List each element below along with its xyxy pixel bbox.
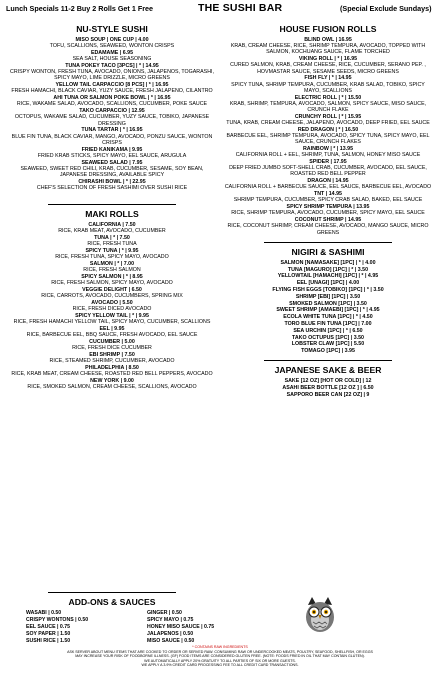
- restaurant-title: THE SUSHI BAR: [198, 2, 283, 14]
- menu-item-title: EEL [UNAGI] [1PC] | 4.00: [296, 280, 360, 287]
- menu-item-title: FLYING FISH EGGS [TOBIKO] [1PC] | * | 3.50: [272, 287, 384, 294]
- section-heading-nigiri: NIGIRI & SASHIMI: [264, 242, 392, 257]
- raw-ingredients-note: * CONTAINS RAW INGREDIENTS: [192, 645, 248, 649]
- menu-item: [224, 146, 432, 158]
- menu-item: [8, 365, 216, 377]
- menu-item-title: ECOLA WHITE TUNA [1PC] | * | 4.50: [283, 314, 373, 321]
- house-list: [224, 37, 432, 236]
- menu-item-title: TAKO OCTUPUS [1PC] | 3.50: [291, 334, 365, 341]
- menu-item: [8, 63, 216, 82]
- menu-item-description: RICE, STEAMED SHRIMP, CUCUMBER, AVOCADO: [49, 358, 175, 365]
- menu-item-title: EBI SHRIMP | 7.50: [89, 352, 135, 359]
- menu-item-description: RICE, SMOKED SALMON, CREAM CHEESE, SCALLIONS, AVOCADO: [27, 384, 197, 391]
- menu-item: [224, 321, 432, 327]
- menu-item-description: RICE, CARROTS, AVOCADO, CUCUMBERS, SPRING MIX: [41, 293, 183, 300]
- addon-item: SOY PAPER | 1.50: [26, 631, 71, 637]
- menu-item: [224, 217, 432, 236]
- menu-item-title: RED DRAGON | * | 16.50: [297, 126, 359, 133]
- menu-item-title: CUCUMBER | 5.00: [89, 339, 135, 346]
- menu-item-description: RICE, SHRIMP TEMPURA, AVOCADO, CUCUMBER, SPICY MAYO, EEL SAUCE: [231, 210, 425, 217]
- menu-item-title: ASAHI BEER BOTTLE [12 OZ ] | 6.50: [282, 385, 374, 392]
- addon-item: HONEY MISO SAUCE | 0.75: [147, 624, 215, 630]
- menu-item-description: RICE, BARBECUE EEL, BBQ SAUCE, FRESH AVOCADO, EEL SAUCE: [26, 332, 198, 339]
- footer-line-2: MAY INCREASE YOUR RISK OF FOODBORNE ILLNESS. (GF) FOOD ITEMS ARE CONSIDERED GLUTEN FREE. (NOTE: FOODS FRIED IN OIL THAT MAY CONTAIN GLUTEN).: [75, 654, 365, 659]
- addon-item: WASABI | 0.50: [26, 610, 62, 616]
- menu-item-title: TUNA POKEY TACO [3PCS] | * | 14.95: [65, 63, 159, 69]
- menu-item-description: CURED SALMON, KRAB, CREAM CHEESE, RICE, CUCUMBER, SERANO PEP. , HOVMASTAR SAUCE, SESAME SEEDS, MICRO GREENS: [230, 62, 426, 75]
- menu-item: [8, 326, 216, 338]
- menu-item-title: SWEET SHRIMP [AMAEBI] [1PC] | * | 4.95: [276, 307, 380, 314]
- menu-item-description: RICE, WAKAME SALAD, AVOCADO, SCALLIONS, CUCUMBER, POKE SAUCE: [16, 101, 208, 108]
- menu-item-description: OCTOPUS, WAKAME SALAD, CUCUMBER, YUZY SAUCE, TOBIKO, JAPANESE DRESSING: [14, 114, 210, 127]
- menu-item-title: TUNA | * | 7.50: [94, 235, 130, 242]
- menu-item: [8, 160, 216, 179]
- menu-item: [8, 261, 216, 273]
- menu-item-title: RAINBOW | * | 13.95: [302, 146, 354, 153]
- menu-item-title: SPICY SALMON | * | 8.95: [81, 274, 143, 281]
- addon-item: SUSHI RICE | 1.50: [26, 638, 71, 644]
- menu-item-title: EEL | 9.95: [99, 326, 125, 333]
- menu-item: [224, 191, 432, 203]
- menu-item: [224, 294, 432, 300]
- menu-item-description: RICE, FRESH SALMON, SPICY MAYO, AVOCADO: [51, 280, 173, 287]
- menu-item-description: DEEP FRIED JUMBO SOFT-SHELL CRAB, CUCUMBER, AVOCADO, EEL SAUCE, ROASTED RED BELL PEPPER: [229, 165, 427, 178]
- addon-item: MISO SAUCE | 0.50: [147, 638, 195, 644]
- menu-item-description: SHRIMP TEMPURA, CUCUMBER, SPICY CRAB SALAD, BAKED, EEL SAUCE: [233, 197, 423, 204]
- menu-item: [224, 335, 432, 341]
- menu-item: [224, 385, 432, 391]
- menu-item-description: BARBECUE EEL, SHRIMP TEMPURA, AVOCADO, SPICY TUNA, SPICY MAYO, EEL SAUCE, CRUNCH FLAKES: [226, 133, 430, 146]
- section-heading-house: HOUSE FUSION ROLLS: [279, 24, 377, 34]
- menu-item: [224, 307, 432, 313]
- menu-item-title: TUNA [MAGURO] [1PC] | * | 3.50: [287, 266, 369, 273]
- menu-item-title: TUNA TARTAR | * | 16.95: [81, 127, 143, 134]
- menu-item-title: FISH FLY | * | 14.95: [304, 75, 352, 82]
- menu-item: [224, 287, 432, 293]
- sake-list: [224, 378, 432, 398]
- menu-item-description: RICE, KRAB MEAT, CREAM CHEESE, ROASTED RED BELL PEPPERS, AVOCADO: [11, 371, 213, 378]
- menu-item-description: TOFU, SCALLIONS, SEAWEED, WONTON CRISPS: [49, 43, 175, 50]
- menu-item: [8, 37, 216, 49]
- menu-item-title: SPICY YELLOW TAIL | * | 9.95: [75, 313, 149, 320]
- menu-item: [8, 179, 216, 191]
- menu-item-title: DRAGON | 14.95: [307, 178, 349, 185]
- menu-item-description: SPICY TUNA, SHRIMP TEMPURA, CUCUMBER, KRAB SALAD, TOBIKO, SPICY MAYO, SCALLIONS: [231, 81, 425, 94]
- menu-item-description: RICE, FRESH SALMON: [83, 267, 141, 274]
- menu-item: [224, 178, 432, 190]
- menu-item-title: SEAWEED SALAD | 7.95: [81, 159, 143, 166]
- addon-item: EEL SAUCE | 0.75: [26, 624, 71, 630]
- footer-line-4: WE APPLY A 3.9% CREDIT CARD PROCESSING FEE TO ALL CREDIT CARD TRANSACTIONS.: [141, 663, 299, 668]
- menu-item-description: CRISPY WONTON, FRESH TUNA, AVOCADO, ONIONS, JALAPENOS, TOGARASHI, SPICY MAYO, LIME DRIZZLE, MICRO GREENS: [10, 69, 214, 82]
- menu-item-description: CALIFORNIA ROLL + EEL, SHRIMP, TUNA, SALMON, HONEY MISO SAUCE: [235, 152, 421, 159]
- menu-item: [8, 235, 216, 247]
- menu-item-description: FRIED KRAB STICKS, SPICY MAYO, EEL SAUCE, ARUGULA: [37, 152, 187, 159]
- menu-item-title: SALMON | * | 7.00: [89, 261, 135, 268]
- menu-item: [8, 82, 216, 94]
- menu-item-title: TAKO CARPACCIO | 12.95: [79, 108, 145, 115]
- footer-line-1: ASK SERVER ABOUT MENU ITEMS THAT ARE COOKED TO ORDER OR SERVED RAW. CONSUMING RAW OR UNDERCOOKED MEATS, POULTRY, SEAFOOD, SHELLFISH, OR EGGS: [67, 649, 373, 654]
- menu-item: [224, 314, 432, 320]
- menu-item: [224, 280, 432, 286]
- menu-item: [8, 378, 216, 390]
- menu-item-description: SEAWEED, SWEET RED CHILI, KRAB, CUCUMBER, SESAME, SOY BEAN, JAPANESE DRESSING, AVAILABLE SPICY: [20, 165, 204, 179]
- menu-item-description: TUNA, KRAB, CREAM CHEESE, JALAPENO, AVOCADO, DEEP FRIED, EEL SAUCE: [226, 120, 430, 127]
- menu-item-title: SAKE [12 OZ] [HOT OR COLD] | 12: [284, 378, 372, 385]
- menu-item-title: SPICY TUNA | * | 9.95: [85, 248, 139, 255]
- menu-item-title: SPIDER | 17.95: [309, 159, 347, 166]
- menu-item-title: TORO BLUE FIN TUNA [1PC] | 7.00: [284, 321, 372, 327]
- menu-item-title: BLIND OWL | 16.95: [304, 37, 352, 43]
- menu-item-title: SPICY SHRIMP TEMPURA | 13.95: [286, 204, 370, 211]
- menu-item: [8, 313, 216, 325]
- special-exclusion-note: (Special Exclude Sundays): [340, 4, 432, 13]
- menu-item-description: CALIFORNIA ROLL + BARBECUE SAUCE, EEL SAUCE, BARBECUE EEL, AVOCADO: [224, 184, 432, 191]
- menu-item: [8, 339, 216, 351]
- owl-logo-icon: [300, 595, 340, 635]
- menu-item-title: TOMAGO [1PC] | 3.95: [301, 348, 355, 355]
- menu-item: [224, 301, 432, 307]
- menu-item-description: RICE, KRAB MEAT, AVOCADO, CUCUMBER: [58, 228, 166, 235]
- menu-item: [224, 56, 432, 75]
- menu-item-description: FRESH HAMACHI, BLACK CAVIAR, YUZY SAUCE, FRESH JALAPENO, CILANTRO: [11, 88, 213, 95]
- menu-item: [8, 248, 216, 260]
- menu-item-title: AVOCADO | 5.50: [91, 300, 133, 307]
- menu-footer: [14, 645, 426, 668]
- menu-item: [224, 37, 432, 56]
- menu-item-title: VEGGIE DELIGHT | 6.50: [82, 287, 142, 294]
- menu-item: [8, 287, 216, 299]
- menu-item: [224, 341, 432, 347]
- footer-line-3: WE AUTOMATICALLY APPLY 20% GRATUITY TO ALL PARTIES OF SIX OR MORE GUESTS.: [144, 658, 296, 663]
- menu-item-description: BLUE FIN TUNA, BLACK CAVIAR, MANGO, AVOCADO, PONZU SAUCE, WONTON CRISPS: [11, 133, 213, 146]
- right-column: [224, 20, 432, 398]
- menu-item: [8, 95, 216, 107]
- menu-item: [224, 75, 432, 94]
- menu-item-description: RICE, FRESH TUNA: [87, 241, 137, 248]
- menu-item-description: RICE, FRESH DICED AVOCADO: [72, 306, 152, 313]
- maki-list: [8, 222, 216, 390]
- addon-item: SPICY MAYO | 0.75: [147, 617, 194, 623]
- menu-item-title: CHIRASHI BOWL | * | 22.95: [78, 178, 146, 185]
- menu-item: [224, 159, 432, 178]
- menu-item: [8, 127, 216, 146]
- menu-item-title: NEW YORK | 9.00: [90, 378, 134, 385]
- menu-item-description: CHEF'S SELECTION OF FRESH SASHIMI OVER SUSHI RICE: [36, 185, 188, 192]
- menu-item-title: FRIED KANIKAMA | 9.95: [81, 146, 143, 153]
- addons-section: [8, 588, 216, 645]
- menu-item: [8, 108, 216, 127]
- menu-item: [224, 114, 432, 126]
- section-heading-addons: ADD-ONS & SAUCES: [48, 592, 176, 607]
- addon-item: CRISPY WONTONS | 0.50: [26, 617, 89, 623]
- menu-item-description: RICE, FRESH TUNA, SPICY MAYO, AVOCADO: [55, 254, 169, 261]
- menu-item-title: SMOKED SALMON [1PC] | 3.50: [289, 300, 367, 307]
- menu-item: [224, 328, 432, 334]
- menu-item-title: EDAMAME | 6.95: [90, 50, 134, 56]
- menu-item: [224, 392, 432, 398]
- menu-item-title: PHILADELPHIA | 8.50: [85, 365, 139, 372]
- menu-item: [224, 95, 432, 114]
- nigiri-list: [224, 260, 432, 355]
- menu-item-title: CALIFORNIA | 7.50: [88, 222, 136, 229]
- menu-item: [224, 348, 432, 354]
- menu-item: [224, 378, 432, 384]
- menu-item-title: SAPPORO BEER CAN [22 OZ] | 9: [286, 391, 370, 398]
- menu-item: [8, 352, 216, 364]
- menu-item-title: SALMON [NAMASAKE] [1PC] | * | 4.00: [280, 259, 376, 266]
- menu-item: [8, 300, 216, 312]
- menu-item: [224, 127, 432, 146]
- menu-item-description: RICE, FRESH HAMACHI YELLOW TAIL, SPICY MAYO, CUCUMBER, SCALLIONS: [13, 319, 211, 326]
- addon-item: JALAPENOS | 0.50: [147, 631, 194, 637]
- menu-item-title: COCONUT SHRIMP | 14.95: [294, 217, 362, 224]
- menu-item-description: RICE, FRESH DICE CUCUMBER: [72, 345, 152, 352]
- menu-item-title: ELECTRIC ROLL | * | 15.50: [294, 94, 362, 101]
- menu-item-title: MISO SOUP | ONE CUP | 4.00: [75, 37, 149, 43]
- menu-item-title: SEA URCHIN [1PC] | * | 6.50: [293, 327, 363, 334]
- menu-item-description: SEA SALT, HOUSE SEASONING: [72, 56, 152, 63]
- menu-item-title: SHRIMP [EBI] [1PC] | 3.50: [295, 293, 361, 300]
- menu-header: [0, 2, 439, 16]
- lunch-special-note: Lunch Specials 11-2 Buy 2 Rolls Get 1 Free: [6, 4, 153, 13]
- menu-item-title: YELLOWTAIL [HAMACHI] [1PC] | * | 4.95: [277, 273, 379, 280]
- menu-item: [224, 267, 432, 273]
- menu-item: [224, 273, 432, 279]
- menu-item-description: KRAB, SHRIMP, TEMPURA, AVOCADO, SALMON, SPICY SAUCE, MISO SAUCE, CRUNCH FLAKE: [229, 100, 427, 114]
- menu-item-description: RICE, COCONUT SHRIMP, CREAM CHEESE, AVOCADO, MANGO SAUCE, MICRO GREENS: [227, 223, 429, 236]
- menu-item-description: KRAB, CREAM CHEESE, RICE, SHRIMP TEMPURA, AVOCADO, TOPPED WITH SALMON, KOCHUANG SAUCE, FLAME TORCHED: [230, 43, 426, 56]
- section-heading-nu-style: NU-STYLE SUSHI: [76, 24, 148, 34]
- menu-item-title: TNT | 14.95: [314, 191, 342, 198]
- menu-item-title: CRUNCHY ROLL | * | 15.95: [294, 113, 362, 120]
- menu-item-title: YELLOW TAIL CARPACCIO [8 PCS] | * | 16.95: [55, 82, 169, 89]
- menu-item: [8, 147, 216, 159]
- section-heading-sake: JAPANESE SAKE & BEER: [264, 360, 392, 375]
- section-heading-maki: MAKI ROLLS: [48, 204, 176, 219]
- menu-item: [8, 50, 216, 62]
- menu-item: [224, 260, 432, 266]
- addons-grid: [8, 610, 216, 645]
- menu-item-title: VIKING ROLL | * | 16.95: [298, 56, 358, 63]
- addon-item: GINGER | 0.50: [147, 610, 182, 616]
- nu-style-list: [8, 37, 216, 191]
- menu-item-title: LOBSTER CLAW [1PC] | 5.50: [291, 341, 365, 348]
- menu-item: [224, 204, 432, 216]
- left-column: [8, 20, 216, 391]
- menu-item-title: AHI TUNA OR SALMON POKE BOWL | * | 16.95: [53, 95, 171, 102]
- menu-item: [8, 274, 216, 286]
- menu-item: [8, 222, 216, 234]
